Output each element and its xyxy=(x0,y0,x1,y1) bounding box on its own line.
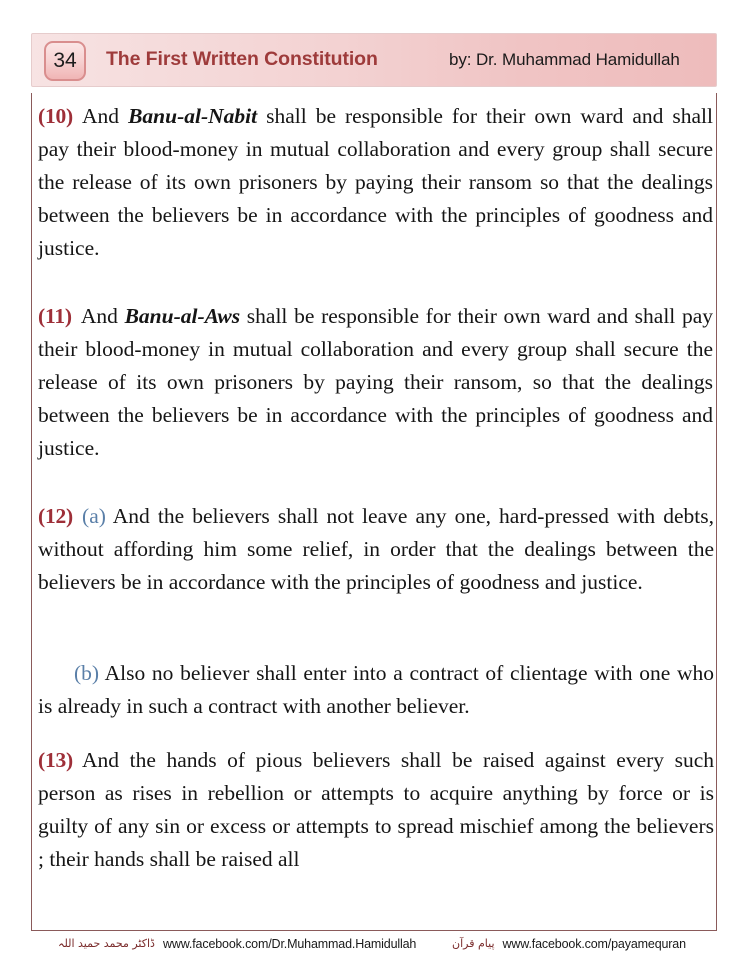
clause-marker-11: (11) xyxy=(38,304,72,328)
page-number-badge: 34 xyxy=(44,41,86,81)
page-byline: by: Dr. Muhammad Hamidullah xyxy=(449,50,680,69)
clause-12a-text: And the believers shall not leave any one, hard-pressed with debts, without affording him some relief, in order that the dealings between the believers be in accordance with the principles of goodness and justice. xyxy=(38,504,714,594)
footer-left-url[interactable]: www.facebook.com/Dr.Muhammad.Hamidullah xyxy=(162,937,417,951)
page-title: The First Written Constitution xyxy=(106,48,378,70)
clause-paragraph-13 xyxy=(38,744,714,876)
clause-10-text-before: And xyxy=(82,104,120,128)
clause-paragraph-12a xyxy=(38,500,714,599)
clause-paragraph-11 xyxy=(38,300,713,465)
clause-paragraph-10 xyxy=(38,100,713,265)
footer-left-group xyxy=(58,936,416,952)
clause-marker-10: (10) xyxy=(38,104,74,128)
clause-10-text-after: shall be responsible for their own ward and shall pay their blood-money in mutual collaboration and every group shall secure the release of its own prisoners by paying their ransom so that the dealings between the believers be in accordance with the principles of goodness and justice. xyxy=(38,104,714,260)
footer-right-url[interactable]: www.facebook.com/payamequran xyxy=(502,937,686,951)
footer-right-urdu-label: پیام قرآن xyxy=(452,937,495,950)
footer-left-urdu-label: ڈاکٹر محمد حمید اللہ xyxy=(58,937,155,950)
clause-paragraph-12b xyxy=(38,657,714,723)
clause-11-text-before: And xyxy=(80,304,118,328)
clause-12b-text: Also no believer shall enter into a contract of clientage with one who is already in such a contract with another believer. xyxy=(38,661,714,718)
page-footer xyxy=(0,936,750,966)
clause-10-term: Banu-al-Nabit xyxy=(128,104,258,128)
clause-submarker-12b: (b) xyxy=(74,661,100,685)
clause-submarker-12a: (a) xyxy=(82,504,106,528)
clause-11-text-after: shall be responsible for their own ward and shall pay their blood-money in mutual collaboration and every group shall secure the release of its own prisoners by paying their ransom, so that the dealings between the believers be in accordance with the principles of goodness and justice. xyxy=(38,304,714,460)
footer-right-group xyxy=(452,936,686,952)
clause-11-term: Banu-al-Aws xyxy=(124,304,241,328)
clause-marker-13: (13) xyxy=(38,748,74,772)
page-header-bar xyxy=(31,33,717,87)
clause-13-text: And the hands of pious believers shall be raised against every such person as rises in rebellion or attempts to acquire anything by force or is guilty of any sin or excess or attempts to spread mischief among the believers ; their hands shall be raised all xyxy=(38,748,714,871)
clause-marker-12: (12) xyxy=(38,504,74,528)
